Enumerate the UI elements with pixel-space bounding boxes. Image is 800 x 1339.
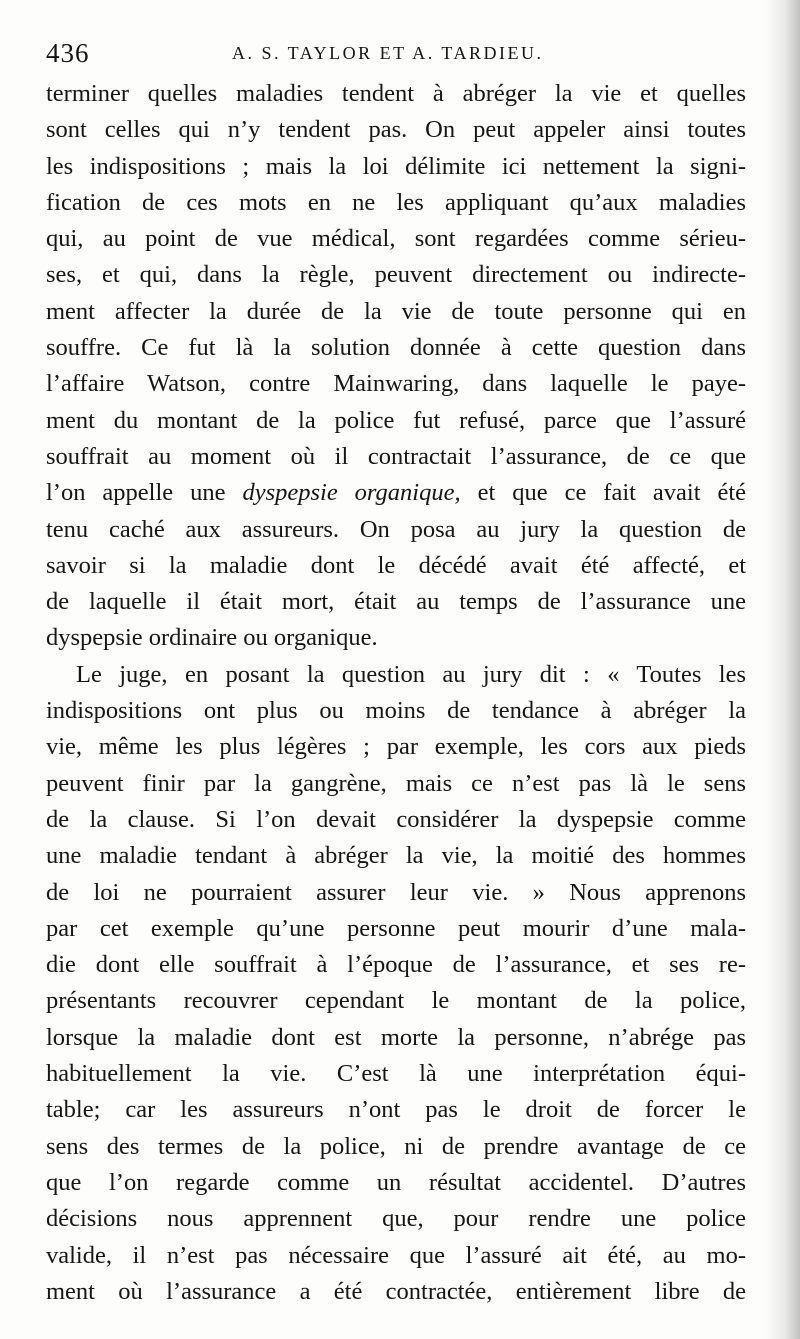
text-line: l’affaire Watson, contre Mainwaring, dans laquelle le paye-	[46, 370, 746, 398]
text-line: décisions nous apprennent que, pour rendre une police	[46, 1205, 746, 1233]
text-line: lorsque la maladie dont est morte la personne, n’abrége pas	[46, 1023, 746, 1051]
text-line: ses, et qui, dans la règle, peuvent directement ou indirecte-	[46, 261, 746, 289]
page-number: 436	[46, 38, 90, 68]
text-line-with-italic	[46, 475, 746, 511]
page-gutter-shadow	[766, 0, 800, 1339]
italic-term: dyspepsie organique,	[242, 479, 461, 507]
text-line: les indispositions ; mais la loi délimite ici nettement la signi-	[46, 152, 746, 180]
text-line: par cet exemple qu’une personne peut mourir d’une mala-	[46, 914, 746, 942]
text-segment: et que ce fait avait été	[477, 479, 747, 507]
text-line: fication de ces mots en ne les appliquant qu’aux maladies	[46, 188, 746, 216]
text-line: une maladie tendant à abréger la vie, la moitié des hommes	[46, 842, 746, 870]
text-line: vie, même les plus légères ; par exemple, les cors aux pieds	[46, 733, 746, 761]
paragraph-start-line: Le juge, en posant la question au jury dit : « Toutes les	[76, 660, 746, 688]
text-line: valide, il n’est pas nécessaire que l’assuré ait été, au mo-	[46, 1241, 746, 1269]
text-line: savoir si la maladie dont le décédé avait été affecté, et	[46, 551, 746, 579]
text-line: terminer quelles maladies tendent à abréger la vie et quelles	[46, 80, 746, 107]
text-line: de loi ne pourraient assurer leur vie. » Nous apprenons	[46, 878, 746, 906]
text-line: souffre. Ce fut là la solution donnée à cette question dans	[46, 334, 746, 362]
text-line: souffrait au moment où il contractait l’assurance, de ce que	[46, 442, 746, 470]
paragraph-end-line: dyspepsie ordinaire ou organique.	[46, 624, 378, 652]
text-line: de laquelle il était mort, était au temps de l’assurance une	[46, 588, 746, 616]
text-line: ment où l’assurance a été contractée, entièrement libre de	[46, 1277, 746, 1305]
text-line: die dont elle souffrait à l’époque de l’assurance, et ses re-	[46, 951, 746, 979]
text-line: ment du montant de la police fut refusé, parce que l’assuré	[46, 406, 746, 434]
text-line: que l’on regarde comme un résultat accidentel. D’autres	[46, 1168, 746, 1196]
text-line: tenu caché aux assureurs. On posa au jury la question de	[46, 515, 746, 543]
running-title: A. S. TAYLOR ET A. TARDIEU.	[232, 43, 544, 63]
text-line: de la clause. Si l’on devait considérer la dyspepsie comme	[46, 805, 746, 833]
body-text	[46, 76, 746, 1310]
text-line: présentants recouvrer cependant le montant de la police,	[46, 987, 746, 1015]
text-line: peuvent finir par la gangrène, mais ce n’est pas là le sens	[46, 769, 746, 797]
text-line: qui, au point de vue médical, sont regardées comme sérieu-	[46, 225, 746, 253]
text-line: table; car les assureurs n’ont pas le droit de forcer le	[46, 1096, 746, 1124]
text-line: ment affecter la durée de la vie de toute personne qui en	[46, 297, 746, 325]
text-line: sont celles qui n’y tendent pas. On peut appeler ainsi toutes	[46, 116, 746, 144]
text-line: sens des termes de la police, ni de prendre avantage de ce	[46, 1132, 746, 1160]
page-header	[46, 38, 746, 68]
text-line: habituellement la vie. C’est là une interprétation équi-	[46, 1060, 746, 1088]
text-line: indispositions ont plus ou moins de tendance à abréger la	[46, 697, 746, 725]
text-segment: l’on appelle une	[46, 479, 226, 507]
